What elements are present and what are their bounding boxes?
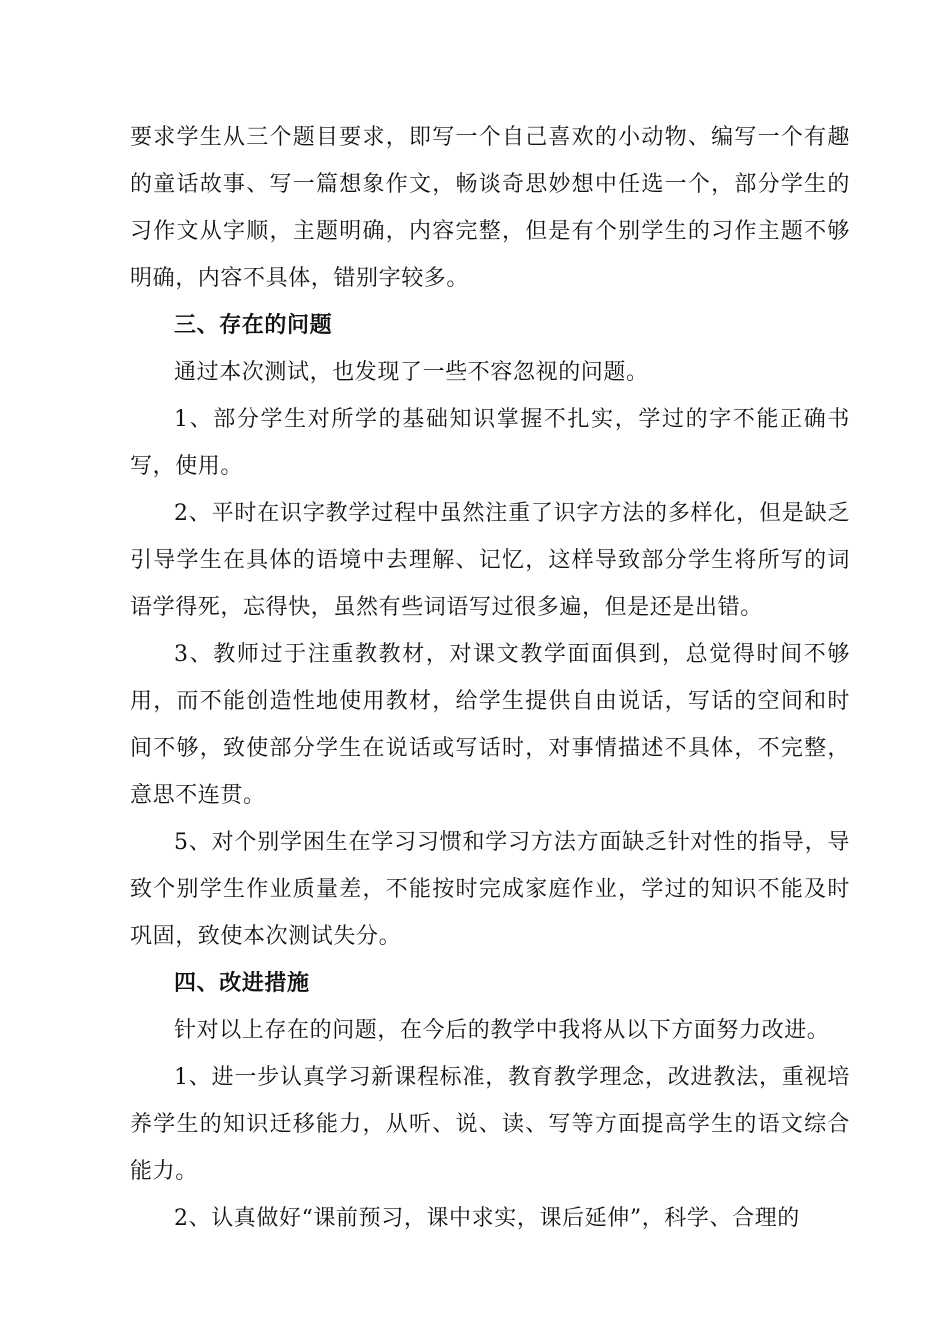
paragraph-improvement-1: 1、进一步认真学习新课程标准，教育教学理念，改进教法，重视培养学生的知识迁移能力，从听、说、读、写等方面提高学生的语文综合能力。	[130, 1065, 850, 1184]
paragraph-improvement-2: 2、认真做好“课前预习，课中求实，课后延伸”，科学、合理的	[174, 1206, 800, 1231]
paragraph-problem-3: 3、教师过于注重教教材，对课文教学面面俱到，总觉得时间不够用，而不能创造性地使用教材，给学生提供自由说话，写话的空间和时间不够，致使部分学生在说话或写话时，对事情描述不具体，不完整，意思不连贯。	[130, 642, 850, 808]
paragraph-improvements-intro: 针对以上存在的问题，在今后的教学中我将从以下方面努力改进。	[174, 1018, 830, 1043]
paragraph-problem-5: 5、对个别学困生在学习习惯和学习方法方面缺乏针对性的指导，导致个别学生作业质量差，不能按时完成家庭作业，学过的知识不能及时巩固，致使本次测试失分。	[130, 830, 850, 949]
section-heading-problems: 三、存在的问题	[174, 312, 333, 338]
paragraph-continuation: 要求学生从三个题目要求，即写一个自己喜欢的小动物、编写一个有趣的童话故事、写一篇想象作文，畅谈奇思妙想中任选一个，部分学生的习作文从字顺，主题明确，内容完整，但是有个别学生的习作主题不够明确，内容不具体，错别字较多。	[130, 125, 850, 291]
paragraph-problems-intro: 通过本次测试，也发现了一些不容忽视的问题。	[174, 360, 649, 385]
paragraph-problem-2: 2、平时在识字教学过程中虽然注重了识字方法的多样化，但是缺乏引导学生在具体的语境中去理解、记忆，这样导致部分学生将所写的词语学得死，忘得快，虽然有些词语写过很多遍，但是还是出错。	[130, 501, 850, 620]
document-body	[130, 114, 850, 1242]
section-heading-improvements: 四、改进措施	[174, 970, 310, 996]
paragraph-problem-1: 1、部分学生对所学的基础知识掌握不扎实，学过的字不能正确书写，使用。	[130, 407, 850, 479]
